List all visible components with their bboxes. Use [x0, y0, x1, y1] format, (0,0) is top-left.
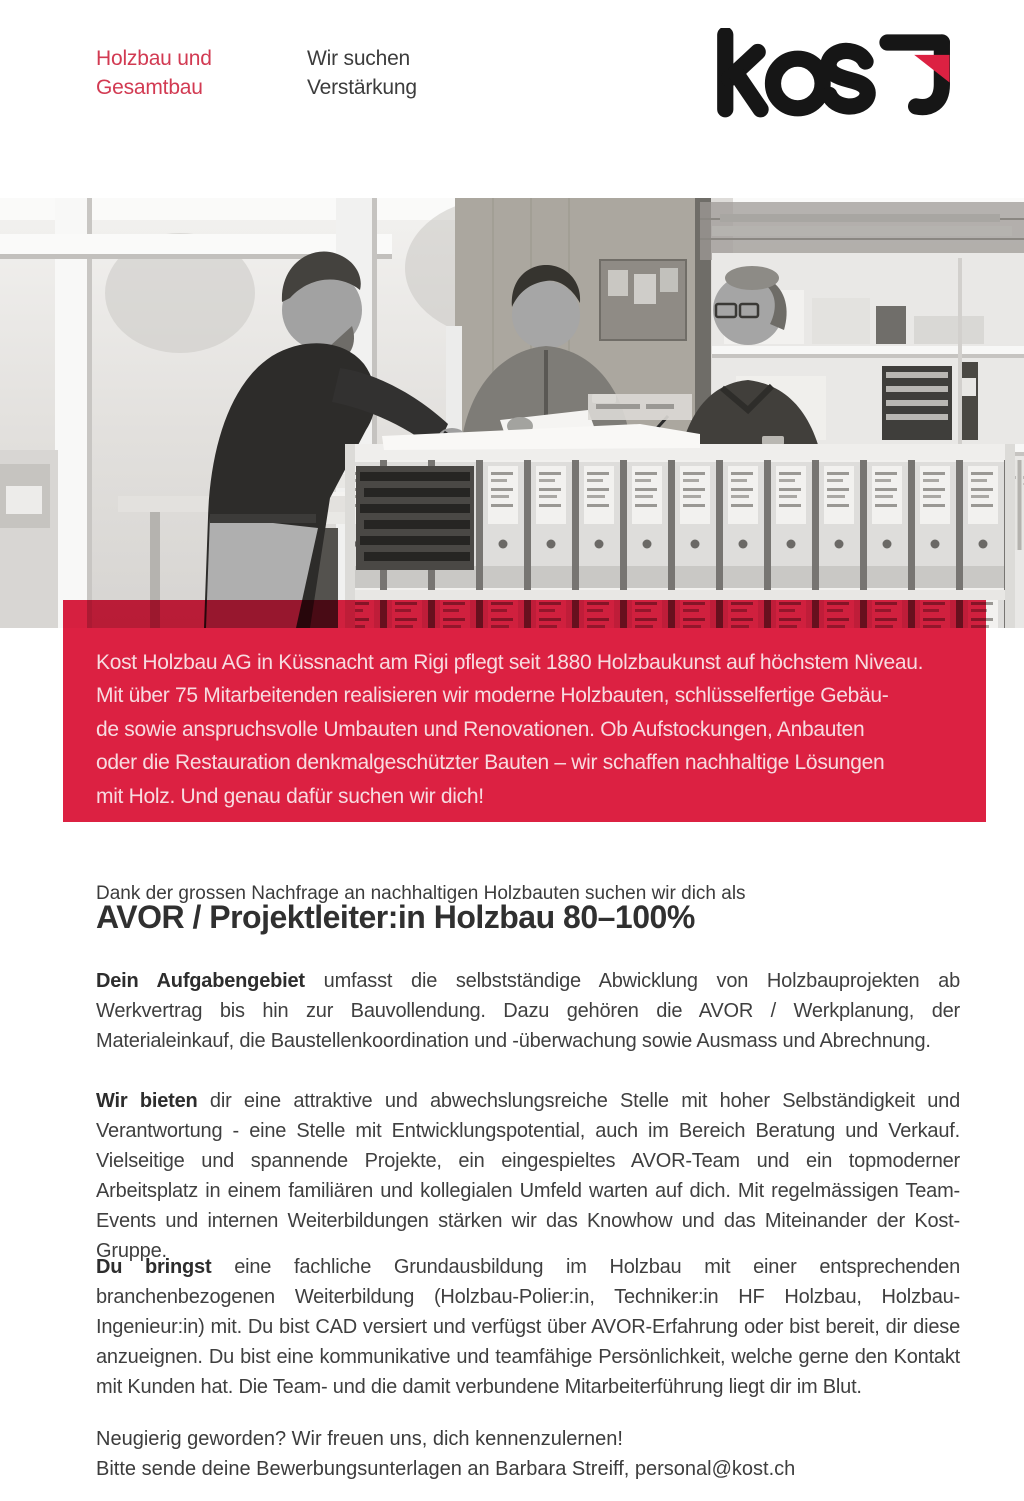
- paragraph-wir-bieten: [96, 1086, 960, 1266]
- lede-text: Dank der grossen Nachfrage an nachhaltigen Holzbauten suchen wir dich als: [96, 883, 746, 904]
- logo-red-triangle-icon: [914, 55, 949, 83]
- paragraph-lead: Du bringst: [96, 1256, 212, 1278]
- closing-line-1: Neugierig geworden? Wir freuen uns, dich kennenzulernen!: [96, 1428, 623, 1450]
- paragraph-lead: Dein Aufgabengebiet: [96, 970, 305, 992]
- header-slogan: [307, 44, 417, 102]
- office-photo: [0, 198, 1024, 628]
- tagline-line-2: Gesamtbau: [96, 76, 203, 99]
- banner-line-3: de sowie anspruchsvolle Umbauten und Renovationen. Ob Aufstockungen, Anbauten: [96, 717, 865, 741]
- photo-left-partition: [0, 450, 58, 628]
- tagline-line-1: Holzbau und: [96, 47, 212, 70]
- job-title: AVOR / Projektleiter:in Holzbau 80–100%: [96, 899, 695, 935]
- paragraph-body: eine fachliche Grundausbildung im Holzbau mit einer entsprechenden branchenbezogenen Weiterbildung (Holzbau-Polier:in, Techniker:in HF Holzbau, Holzbau-Ingenieur:in) mit. Du bist CAD versiert und verfügst über AVOR-Erfahrung oder bist bereit, dir diese anzueignen. Du bist eine kommunikative und teamfähige Persönlichkeit, welche gerne den Kontakt mit Kunden hat. Die Team- und die damit verbundene Mitarbeiterführung liegt dir im Blut.: [96, 1256, 960, 1398]
- kost-logo: [710, 28, 960, 118]
- paragraph-body: dir eine attraktive und abwechslungsreiche Stelle mit hoher Selbständigkeit und Verantwortung - eine Stelle mit Entwicklungspotential, auch im Bereich Beratung und Verkauf. Vielseitige und spannende Projekte, ein eingespieltes AVOR-Team und ein topmoderner Arbeitsplatz in einem familiären und kollegialen Umfeld warten auf dich. Mit regelmässigen Team-Events und internen Weiterbildungen stärken wir das Knowhow und das Miteinander der Kost-Gruppe.: [96, 1090, 961, 1262]
- banner-line-2: Mit über 75 Mitarbeitenden realisieren wir moderne Holzbauten, schlüsselfertige Gebäu-: [96, 684, 889, 708]
- banner-line-5: mit Holz. Und genau dafür suchen wir dich!: [96, 784, 484, 808]
- closing-block: [96, 1424, 960, 1484]
- slogan-line-1: Wir suchen: [307, 47, 411, 70]
- office-photo-illustration: [0, 198, 1024, 628]
- banner-line-4: oder die Restauration denkmalgeschützter Bauten – wir schaffen nachhaltige Lösungen: [96, 751, 885, 775]
- banner-line-1: Kost Holzbau AG in Küssnacht am Rigi pflegt seit 1880 Holzbaukunst auf höchstem Niveau.: [96, 651, 924, 674]
- paragraph-lead: Wir bieten: [96, 1090, 198, 1112]
- paragraph-aufgabengebiet: [96, 966, 960, 1056]
- logo-letters: [725, 35, 942, 109]
- closing-line-2: [96, 1454, 960, 1484]
- intro-banner: [63, 600, 986, 822]
- paragraph-body: umfasst die selbstständige Abwicklung von Holzbauprojekten ab Werkvertrag bis hin zur Bauvollendung. Dazu gehören die AVOR / Werkplanung, der Materialeinkauf, die Baustellenkoordination und -überwachung sowie Ausmass und Abrechnung.: [96, 970, 960, 1052]
- closing-line-2-text: Bitte sende deine Bewerbungsunterlagen an Barbara Streiff,: [96, 1458, 635, 1480]
- kost-logo-graphic: [710, 28, 960, 118]
- paragraph-du-bringst: [96, 1252, 960, 1402]
- contact-email[interactable]: personal@kost.ch: [634, 1458, 796, 1480]
- company-tagline: [96, 44, 212, 102]
- slogan-line-2: Verstärkung: [307, 76, 417, 99]
